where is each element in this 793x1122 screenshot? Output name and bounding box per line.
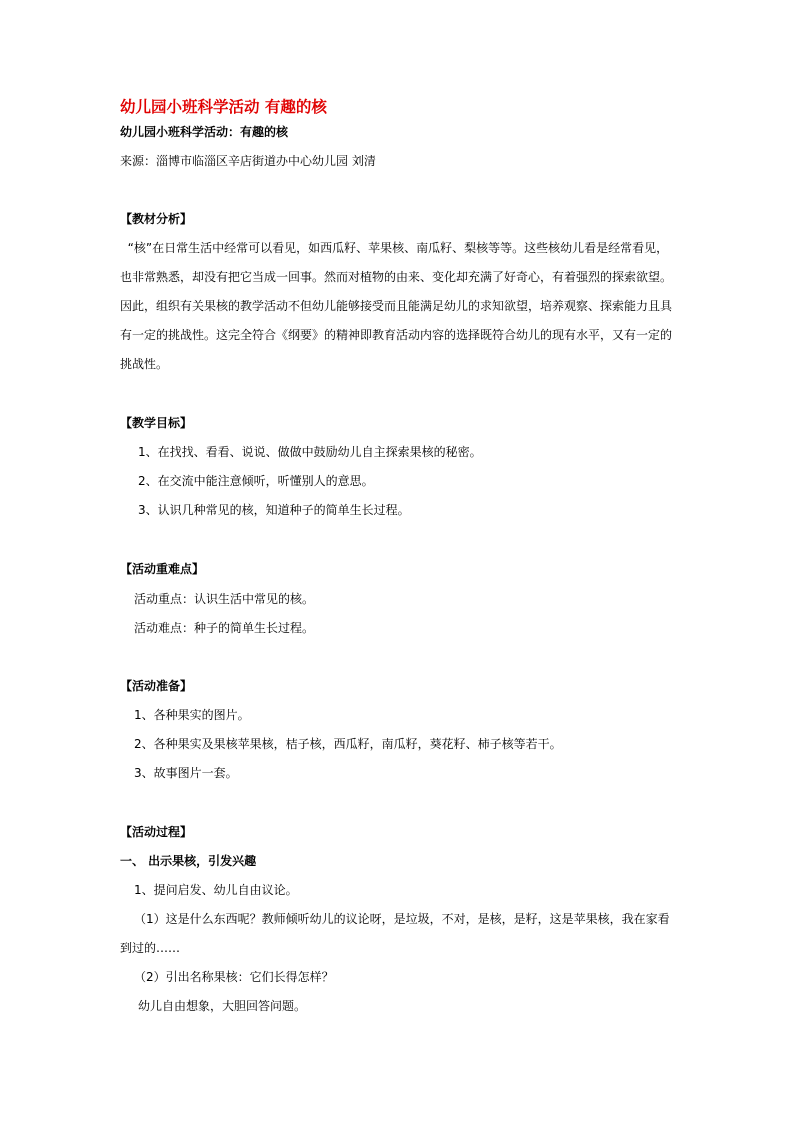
analysis-line: 挑战性。 xyxy=(120,357,169,371)
goal-item: 3、认识几种常见的核，知道种子的简单生长过程。 xyxy=(138,503,410,517)
document-title: 幼儿园小班科学活动 有趣的核 xyxy=(120,98,327,116)
goal-item: 1、在找找、看看、说说、做做中鼓励幼儿自主探索果核的秘密。 xyxy=(138,445,482,459)
analysis-line: 也非常熟悉，却没有把它当成一回事。然而对植物的由来、变化却充满了好奇心，有着强烈的探索欲望。 xyxy=(120,270,673,284)
source-line: 来源：淄博市临淄区辛店街道办中心幼儿园 刘清 xyxy=(120,154,376,168)
prep-item: 3、故事图片一套。 xyxy=(134,766,238,780)
section-heading-goals: 【教学目标】 xyxy=(120,416,193,430)
process-line: （1）这是什么东西呢？教师倾听幼儿的议论呀，是垃圾，不对，是核，是籽，这是苹果核，我在家看 xyxy=(134,912,670,926)
document-subtitle: 幼儿园小班科学活动：有趣的核 xyxy=(120,125,289,139)
process-line: 1、提问启发、幼儿自由议论。 xyxy=(134,883,298,897)
goal-item: 2、在交流中能注意倾听，听懂别人的意思。 xyxy=(138,474,374,488)
prep-item: 1、各种果实的图片。 xyxy=(134,708,250,722)
analysis-line: 有一定的挑战性。这完全符合《纲要》的精神即教育活动内容的选择既符合幼儿的现有水平，又有一定的 xyxy=(120,328,673,342)
analysis-line: 因此，组织有关果核的教学活动不但幼儿能够接受而且能满足幼儿的求知欲望，培养观察、探索能力且具 xyxy=(120,299,673,313)
process-step-heading: 一、 出示果核，引发兴趣 xyxy=(120,854,257,868)
prep-item: 2、各种果实及果核苹果核，桔子核，西瓜籽，南瓜籽，葵花籽、柿子核等若干。 xyxy=(134,737,562,751)
process-line: 到过的…… xyxy=(120,941,181,955)
section-heading-keypoints: 【活动重难点】 xyxy=(120,562,205,576)
section-heading-analysis: 【教材分析】 xyxy=(120,212,193,226)
keypoint-item: 活动重点：认识生活中常见的核。 xyxy=(134,592,315,606)
process-line: （2）引出名称果核：它们长得怎样？ xyxy=(134,970,334,984)
analysis-line: “核”在日常生活中经常可以看见，如西瓜籽、苹果核、南瓜籽、梨核等等。这些核幼儿看是经常看见， xyxy=(120,241,669,255)
section-heading-prep: 【活动准备】 xyxy=(120,679,193,693)
keypoint-item: 活动难点：种子的简单生长过程。 xyxy=(134,621,315,635)
section-heading-process: 【活动过程】 xyxy=(120,825,193,839)
process-line: 幼儿自由想象，大胆回答问题。 xyxy=(138,999,307,1013)
